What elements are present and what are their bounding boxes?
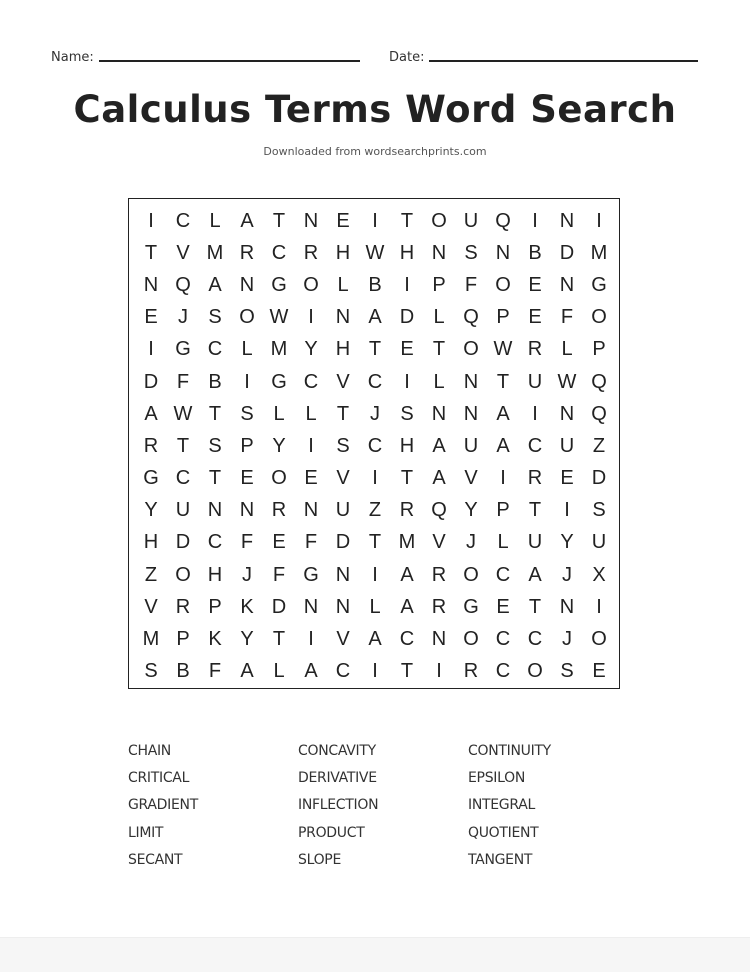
grid-letter: I (308, 628, 314, 651)
grid-letter: J (178, 306, 188, 329)
grid-letter: R (239, 241, 255, 264)
grid-letter: U (175, 499, 191, 522)
grid-letter: H (399, 241, 415, 264)
grid-letter: Y (464, 499, 478, 522)
grid-letter: I (372, 209, 378, 232)
grid-letter: P (496, 499, 510, 522)
grid-letter: E (528, 306, 542, 329)
grid-letter: N (431, 628, 447, 651)
grid-letter: R (175, 595, 191, 618)
grid-letter: R (399, 499, 415, 522)
grid-letter: S (400, 402, 414, 425)
grid-letter: D (559, 241, 575, 264)
grid-letter: C (399, 628, 415, 651)
grid-letter: E (272, 531, 286, 554)
grid-letter: I (148, 338, 154, 361)
grid-letter: L (273, 660, 285, 683)
grid-letter: W (493, 338, 513, 361)
grid-letter: H (335, 338, 351, 361)
word-list-item: QUOTIENT (468, 824, 539, 841)
grid-letter: N (559, 402, 575, 425)
grid-letter: F (304, 531, 318, 554)
grid-letter: O (463, 628, 479, 651)
grid-letter: Z (144, 563, 158, 586)
grid-letter: U (591, 531, 607, 554)
grid-letter: C (175, 467, 191, 490)
date-label: Date: (389, 50, 425, 65)
grid-letter: C (175, 209, 191, 232)
grid-letter: C (207, 338, 223, 361)
grid-letter: S (592, 499, 606, 522)
grid-letter: B (528, 241, 542, 264)
grid-letter: Y (240, 628, 254, 651)
grid-letter: K (208, 628, 222, 651)
grid-letter: M (590, 241, 608, 264)
grid-letter: F (560, 306, 574, 329)
grid-letter: R (143, 434, 159, 457)
grid-letter: I (500, 467, 506, 490)
grid-letter: O (527, 660, 543, 683)
grid-letter: R (431, 595, 447, 618)
grid-letter: N (303, 499, 319, 522)
grid-letter: I (404, 370, 410, 393)
grid-letter: O (495, 273, 511, 296)
grid-letter: Q (431, 499, 447, 522)
grid-letter: N (335, 595, 351, 618)
name-line (99, 60, 360, 62)
source-note: Downloaded from wordsearchprints.com (263, 145, 487, 158)
grid-letter: C (527, 628, 543, 651)
grid-letter: O (271, 467, 287, 490)
word-list (128, 740, 638, 876)
grid-letter: G (143, 467, 159, 490)
grid-letter: V (176, 241, 190, 264)
grid-letter: R (303, 241, 319, 264)
word-list-item: SECANT (128, 851, 183, 868)
grid-letter: N (207, 499, 223, 522)
grid-letter: L (273, 402, 285, 425)
grid-letter: M (142, 628, 160, 651)
page-title: Calculus Terms Word Search (73, 88, 677, 131)
grid-letter: O (591, 306, 607, 329)
grid-letter: T (368, 338, 382, 361)
grid-letter: O (239, 306, 255, 329)
grid-letter: H (335, 241, 351, 264)
grid-letter: N (463, 370, 479, 393)
grid-letter: K (240, 595, 254, 618)
grid-letter: I (436, 660, 442, 683)
grid-letter: Z (592, 434, 606, 457)
grid-letter: F (240, 531, 254, 554)
grid-letter: N (495, 241, 511, 264)
grid-letter: I (532, 209, 538, 232)
grid-letter: A (240, 660, 254, 683)
grid-letter: T (272, 628, 286, 651)
grid-letter: T (368, 531, 382, 554)
grid-letter: G (271, 370, 287, 393)
grid-letter: T (208, 467, 222, 490)
grid-letter: T (528, 499, 542, 522)
grid-letter: M (270, 338, 288, 361)
grid-letter: F (464, 273, 478, 296)
grid-letter: I (564, 499, 570, 522)
grid-letter: L (433, 370, 445, 393)
grid-letter: X (592, 563, 606, 586)
grid-letter: U (527, 370, 543, 393)
grid-letter: N (463, 402, 479, 425)
grid-letter: W (365, 241, 385, 264)
grid-letter: N (431, 241, 447, 264)
grid-letter: I (372, 467, 378, 490)
grid-letter: L (337, 273, 349, 296)
grid-letter: R (527, 467, 543, 490)
word-list-item: TANGENT (468, 851, 533, 868)
grid-letter: N (239, 499, 255, 522)
grid-letter: Y (560, 531, 574, 554)
grid-letter: D (399, 306, 415, 329)
grid-letter: D (335, 531, 351, 554)
grid-letter: L (433, 306, 445, 329)
grid-letter: V (464, 467, 478, 490)
grid-letter: T (272, 209, 286, 232)
grid-letter: V (336, 370, 350, 393)
grid-letter: P (208, 595, 222, 618)
grid-letter: D (591, 467, 607, 490)
grid-letter: Q (495, 209, 511, 232)
grid-letter: T (528, 595, 542, 618)
grid-letter: L (305, 402, 317, 425)
grid-letter: O (175, 563, 191, 586)
grid-letter: D (143, 370, 159, 393)
grid-letter: E (240, 467, 254, 490)
grid-letter: T (432, 338, 446, 361)
grid-letter: S (208, 306, 222, 329)
grid-letter: O (591, 628, 607, 651)
grid-letter: E (560, 467, 574, 490)
grid-letter: A (496, 402, 510, 425)
grid-letter: D (175, 531, 191, 554)
grid-letter: U (463, 434, 479, 457)
grid-letter: T (400, 660, 414, 683)
grid-letter: T (176, 434, 190, 457)
grid-letter: O (463, 563, 479, 586)
grid-letter: I (404, 273, 410, 296)
grid-letter: C (303, 370, 319, 393)
grid-letter: F (176, 370, 190, 393)
grid-letter: I (596, 595, 602, 618)
grid-letter: T (400, 467, 414, 490)
grid-letter: Q (591, 402, 607, 425)
grid-letter: V (336, 467, 350, 490)
grid-letter: G (591, 273, 607, 296)
grid-letter: A (208, 273, 222, 296)
grid-letter: U (559, 434, 575, 457)
grid-letter: J (562, 563, 572, 586)
word-list-item: CHAIN (128, 743, 171, 759)
grid-letter: I (308, 306, 314, 329)
grid-letter: C (495, 563, 511, 586)
grid-letter: C (495, 628, 511, 651)
letter-grid (135, 205, 615, 688)
grid-letter: B (208, 370, 222, 393)
grid-letter: I (372, 563, 378, 586)
grid-letter: V (432, 531, 446, 554)
grid-letter: V (336, 628, 350, 651)
grid-letter: Y (144, 499, 158, 522)
grid-letter: A (432, 434, 446, 457)
grid-letter: Q (591, 370, 607, 393)
grid-letter: P (176, 628, 190, 651)
grid-letter: N (559, 209, 575, 232)
grid-letter: N (239, 273, 255, 296)
grid-letter: J (466, 531, 476, 554)
grid-letter: A (496, 434, 510, 457)
grid-letter: D (271, 595, 287, 618)
grid-letter: W (557, 370, 577, 393)
grid-letter: L (561, 338, 573, 361)
grid-letter: O (303, 273, 319, 296)
grid-letter: N (303, 595, 319, 618)
word-list-item: CRITICAL (128, 770, 190, 787)
grid-letter: N (303, 209, 319, 232)
grid-letter: G (271, 273, 287, 296)
grid-letter: M (398, 531, 416, 554)
grid-letter: R (431, 563, 447, 586)
word-list-item: LIMIT (128, 824, 164, 841)
grid-letter: I (148, 209, 154, 232)
word-list-item: INTEGRAL (468, 797, 535, 814)
grid-letter: J (370, 402, 380, 425)
grid-letter: S (208, 434, 222, 457)
grid-letter: R (271, 499, 287, 522)
grid-letter: U (527, 531, 543, 554)
grid-letter: H (207, 563, 223, 586)
grid-letter: R (527, 338, 543, 361)
grid-letter: L (497, 531, 509, 554)
grid-letter: C (335, 660, 351, 683)
grid-letter: Y (272, 434, 286, 457)
grid-letter: B (176, 660, 190, 683)
grid-letter: A (528, 563, 542, 586)
grid-letter: I (532, 402, 538, 425)
grid-letter: T (400, 209, 414, 232)
grid-letter: A (304, 660, 318, 683)
grid-letter: T (208, 402, 222, 425)
grid-letter: S (464, 241, 478, 264)
grid-letter: W (269, 306, 289, 329)
grid-letter: G (303, 563, 319, 586)
grid-letter: A (400, 563, 414, 586)
grid-letter: R (463, 660, 479, 683)
grid-letter: N (431, 402, 447, 425)
grid-letter: S (144, 660, 158, 683)
grid-letter: N (143, 273, 159, 296)
grid-letter: J (562, 628, 572, 651)
word-list-item: EPSILON (468, 770, 525, 787)
grid-letter: V (144, 595, 158, 618)
grid-letter: C (367, 370, 383, 393)
grid-letter: Z (368, 499, 382, 522)
grid-letter: E (496, 595, 510, 618)
grid-letter: N (559, 595, 575, 618)
grid-letter: N (559, 273, 575, 296)
word-list-item: INFLECTION (298, 797, 379, 814)
grid-letter: C (527, 434, 543, 457)
grid-letter: N (335, 306, 351, 329)
grid-letter: Q (463, 306, 479, 329)
grid-letter: J (242, 563, 252, 586)
grid-letter: P (240, 434, 254, 457)
grid-letter: B (368, 273, 382, 296)
grid-letter: S (560, 660, 574, 683)
grid-letter: T (496, 370, 510, 393)
grid-letter: F (208, 660, 222, 683)
grid-letter: L (369, 595, 381, 618)
grid-letter: L (209, 209, 221, 232)
footer-bar (0, 937, 750, 972)
word-list-item: CONCAVITY (298, 743, 376, 759)
grid-letter: A (400, 595, 414, 618)
grid-letter: T (336, 402, 350, 425)
name-label: Name: (51, 50, 94, 65)
grid-letter: A (368, 628, 382, 651)
grid-letter: H (399, 434, 415, 457)
grid-letter: A (240, 209, 254, 232)
grid-letter: S (336, 434, 350, 457)
grid-letter: O (431, 209, 447, 232)
grid-letter: Q (175, 273, 191, 296)
word-list-item: CONTINUITY (468, 743, 551, 759)
word-list-item: SLOPE (298, 851, 341, 868)
grid-letter: P (432, 273, 446, 296)
grid-letter: U (463, 209, 479, 232)
grid-letter: P (592, 338, 606, 361)
grid-letter: H (143, 531, 159, 554)
grid-letter: C (207, 531, 223, 554)
grid-letter: E (528, 273, 542, 296)
grid-letter: U (335, 499, 351, 522)
grid-letter: F (272, 563, 286, 586)
grid-letter: T (144, 241, 158, 264)
grid-letter: E (304, 467, 318, 490)
grid-letter: C (271, 241, 287, 264)
grid-letter: L (241, 338, 253, 361)
word-list-item: DERIVATIVE (298, 770, 377, 787)
grid-letter: A (368, 306, 382, 329)
grid-letter: I (596, 209, 602, 232)
grid-letter: M (206, 241, 224, 264)
grid-letter: E (336, 209, 350, 232)
puzzle-grid (128, 198, 620, 689)
grid-letter: I (308, 434, 314, 457)
grid-letter: Y (304, 338, 318, 361)
grid-letter: S (240, 402, 254, 425)
grid-letter: G (175, 338, 191, 361)
grid-letter: I (372, 660, 378, 683)
date-line (429, 60, 698, 62)
grid-letter: N (335, 563, 351, 586)
grid-letter: C (367, 434, 383, 457)
grid-letter: A (432, 467, 446, 490)
word-list-item: GRADIENT (128, 797, 198, 814)
grid-letter: A (144, 402, 158, 425)
grid-letter: O (463, 338, 479, 361)
grid-letter: G (463, 595, 479, 618)
word-list-item: PRODUCT (298, 824, 365, 841)
grid-letter: E (144, 306, 158, 329)
grid-letter: I (244, 370, 250, 393)
grid-letter: E (400, 338, 414, 361)
grid-letter: E (592, 660, 606, 683)
grid-letter: W (173, 402, 193, 425)
grid-letter: P (496, 306, 510, 329)
grid-letter: C (495, 660, 511, 683)
